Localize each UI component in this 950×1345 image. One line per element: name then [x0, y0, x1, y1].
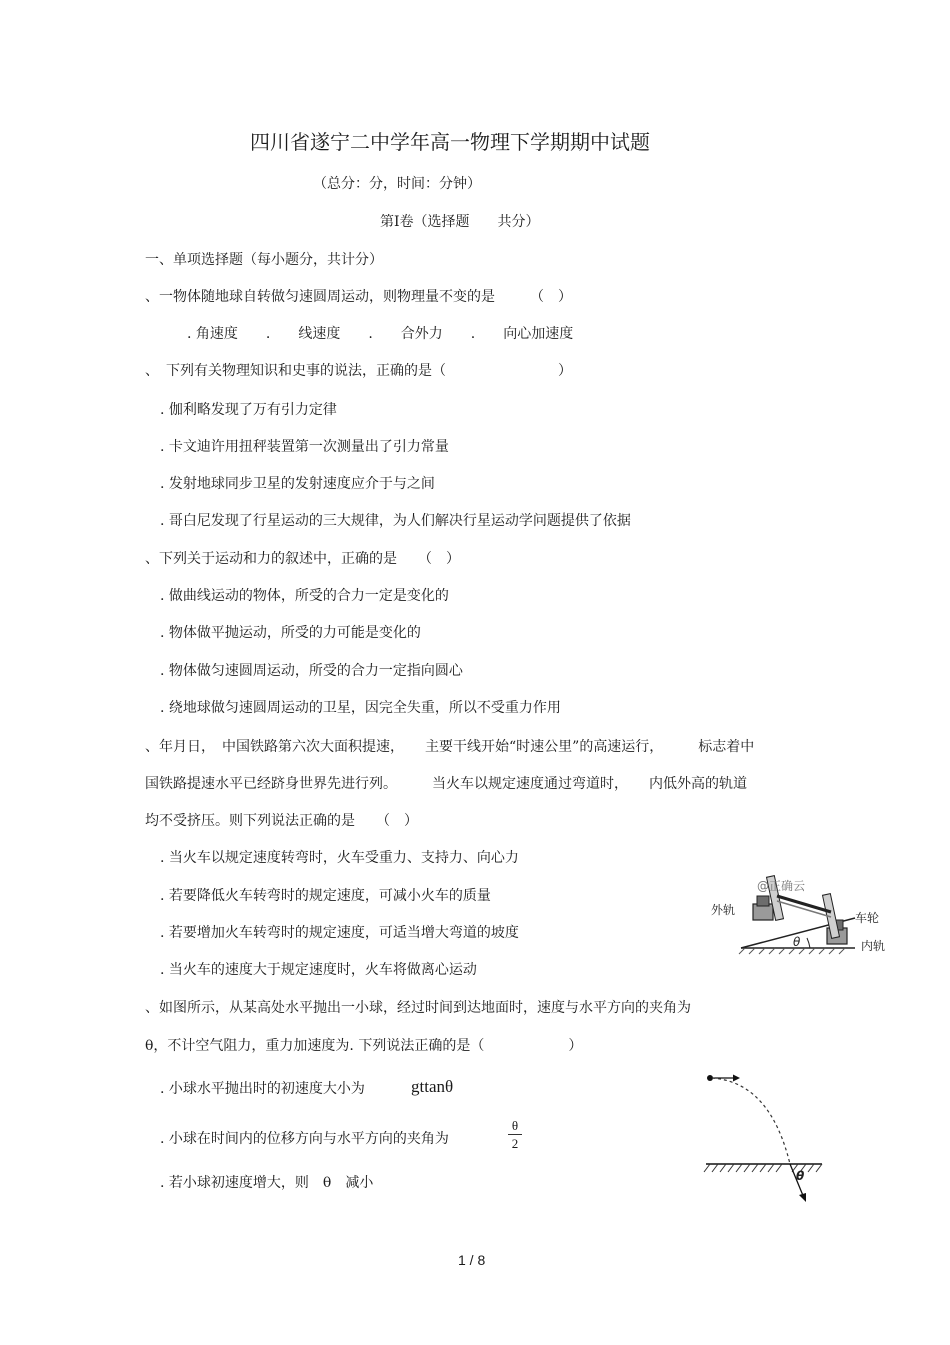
question-2-stem: 、 下列有关物理知识和史事的说法，正确的是（ ） — [145, 363, 572, 379]
question-2-option-d: . 哥白尼发现了行星运动的三大规律，为人们解决行星运动学问题提供了依据 — [160, 513, 631, 529]
question-3-option-d: . 绕地球做匀速圆周运动的卫星，因完全失重，所以不受重力作用 — [160, 700, 561, 716]
question-5-option-a-formula: gttanθ — [411, 1077, 454, 1096]
question-4-option-b: . 若要降低火车转弯时的规定速度，可减小火车的质量 — [160, 888, 491, 904]
question-4-stem-line-2: 国铁路提速水平已经跻身世界先进行列。 当火车以规定速度通过弯道时， 内低外高的轨道 — [145, 776, 747, 792]
question-5-option-b-fraction — [508, 1118, 522, 1151]
watermark: @正确云 — [757, 879, 806, 893]
volume-heading: 第Ⅰ卷（选择题 共分） — [380, 214, 540, 230]
question-1-options: . 角速度 . 线速度 . 合外力 . 向心加速度 — [187, 326, 574, 342]
question-2-option-c: . 发射地球同步卫星的发射速度应介于与之间 — [160, 476, 435, 492]
fraction-numerator: θ — [511, 1118, 519, 1133]
question-4-stem-line-1: 、年月日， 中国铁路第六次大面积提速， 主要干线开始“时速公里”的高速运行， 标志着中 — [145, 739, 755, 755]
trajectory — [712, 1078, 790, 1164]
railway-curve-figure — [705, 868, 900, 960]
page-number: 1 / 8 — [458, 1252, 486, 1268]
section-heading: 一、单项选择题（每小题分，共计分） — [145, 252, 383, 268]
question-4-option-c: . 若要增加火车转弯时的规定速度，可适当增大弯道的坡度 — [160, 925, 519, 941]
inner-rail-label: 内轨 — [861, 939, 886, 953]
angle-label: θ — [793, 935, 801, 949]
fraction-denominator: 2 — [511, 1136, 519, 1151]
question-3-option-c: . 物体做匀速圆周运动，所受的合力一定指向圆心 — [160, 663, 463, 679]
projectile-figure — [700, 1068, 830, 1210]
question-5-option-b: . 小球在时间内的位移方向与水平方向的夹角为 — [160, 1131, 449, 1147]
question-5-stem-line-2: θ，不计空气阻力，重力加速度为. 下列说法正确的是（ ） — [145, 1038, 583, 1054]
question-4-stem-line-3: 均不受挤压。则下列说法正确的是 （ ） — [145, 813, 418, 829]
question-5-option-a: . 小球水平抛出时的初速度大小为 — [160, 1081, 365, 1097]
question-4-option-a: . 当火车以规定速度转弯时，火车受重力、支持力、向心力 — [160, 850, 519, 866]
question-2-option-b: . 卡文迪许用扭秤装置第一次测量出了引力常量 — [160, 439, 449, 455]
exam-meta: （总分：分，时间：分钟） — [313, 176, 481, 192]
question-5-stem-line-1: 、如图所示，从某高处水平抛出一小球，经过时间到达地面时，速度与水平方向的夹角为 — [145, 1000, 691, 1016]
question-5-option-c: . 若小球初速度增大，则 θ 减小 — [160, 1175, 374, 1191]
question-3-option-b: . 物体做平抛运动，所受的力可能是变化的 — [160, 625, 421, 641]
question-3-option-a: . 做曲线运动的物体，所受的合力一定是变化的 — [160, 588, 449, 604]
outer-rail-label: 外轨 — [711, 903, 736, 917]
page-title: 四川省遂宁二中学年高一物理下学期期中试题 — [250, 130, 650, 154]
question-4-option-d: . 当火车的速度大于规定速度时，火车将做离心运动 — [160, 962, 477, 978]
question-1-stem: 、一物体随地球自转做匀速圆周运动，则物理量不变的是 （ ） — [145, 289, 572, 305]
question-2-option-a: . 伽利略发现了万有引力定律 — [160, 402, 337, 418]
question-3-stem: 、下列关于运动和力的叙述中，正确的是 （ ） — [145, 551, 460, 567]
wheel-label: 车轮 — [855, 911, 880, 925]
angle-label: θ — [796, 1169, 805, 1183]
